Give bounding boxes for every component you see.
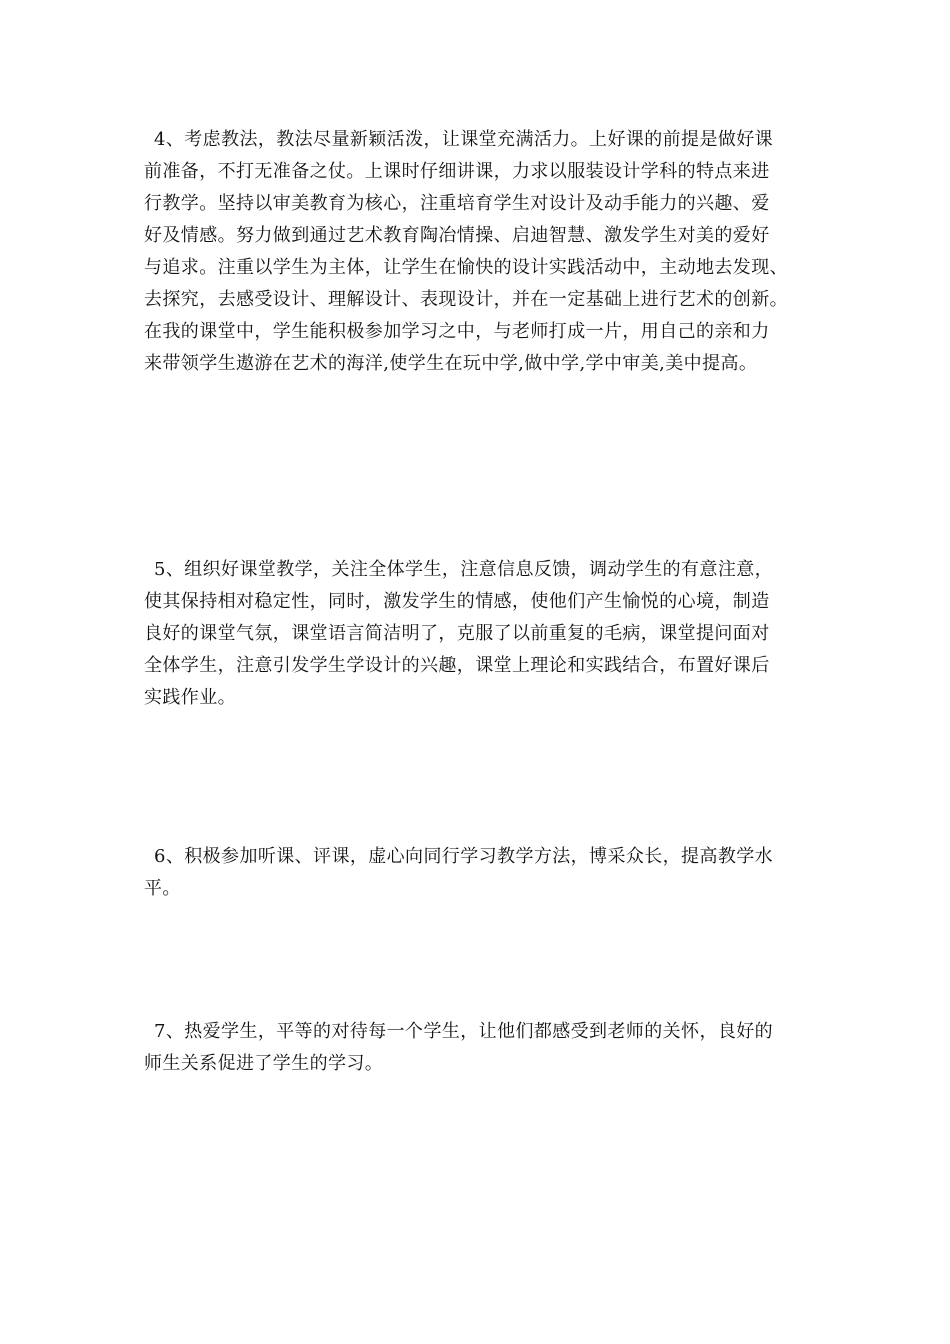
paragraph-line: 4、考虑教法，教法尽量新颖活泼，让课堂充满活力。上好课的前提是做好课 xyxy=(154,129,774,150)
paragraph-line: 与追求。注重以学生为主体，让学生在愉快的设计实践活动中，主动地去发现、 xyxy=(144,257,788,278)
paragraph-line: 行教学。坚持以审美教育为核心，注重培育学生对设计及动手能力的兴趣、爱 xyxy=(144,193,770,214)
paragraph-line: 平。 xyxy=(144,878,181,899)
paragraph-line: 去探究，去感受设计、理解设计、表现设计，并在一定基础上进行艺术的创新。 xyxy=(144,289,788,310)
paragraph-line: 在我的课堂中，学生能积极参加学习之中，与老师打成一片，用自己的亲和力 xyxy=(144,321,770,342)
paragraph-line: 前准备，不打无准备之仗。上课时仔细讲课，力求以服装设计学科的特点来进 xyxy=(144,161,770,182)
paragraph-line: 7、热爱学生，平等的对待每一个学生，让他们都感受到老师的关怀，良好的 xyxy=(154,1021,774,1042)
paragraph-4 xyxy=(144,124,808,380)
paragraph-6 xyxy=(144,841,808,905)
paragraph-line: 5、组织好课堂教学，关注全体学生，注意信息反馈，调动学生的有意注意， xyxy=(154,559,774,580)
paragraph-line: 来带领学生遨游在艺术的海洋,使学生在玩中学,做中学,学中审美,美中提高。 xyxy=(144,353,758,374)
paragraph-line: 全体学生，注意引发学生学设计的兴趣，课堂上理论和实践结合，布置好课后 xyxy=(144,655,770,676)
paragraph-line: 实践作业。 xyxy=(144,687,236,708)
paragraph-line: 6、积极参加听课、评课，虚心向同行学习教学方法，博采众长，提高教学水 xyxy=(154,846,774,867)
paragraph-line: 使其保持相对稳定性，同时，激发学生的情感，使他们产生愉悦的心境，制造 xyxy=(144,591,770,612)
paragraph-7 xyxy=(144,1016,808,1080)
paragraph-line: 好及情感。努力做到通过艺术教育陶冶情操、启迪智慧、激发学生对美的爱好 xyxy=(144,225,770,246)
paragraph-line: 师生关系促进了学生的学习。 xyxy=(144,1053,384,1074)
paragraph-5 xyxy=(144,554,808,714)
paragraph-line: 良好的课堂气氛，课堂语言简洁明了，克服了以前重复的毛病，课堂提问面对 xyxy=(144,623,770,644)
